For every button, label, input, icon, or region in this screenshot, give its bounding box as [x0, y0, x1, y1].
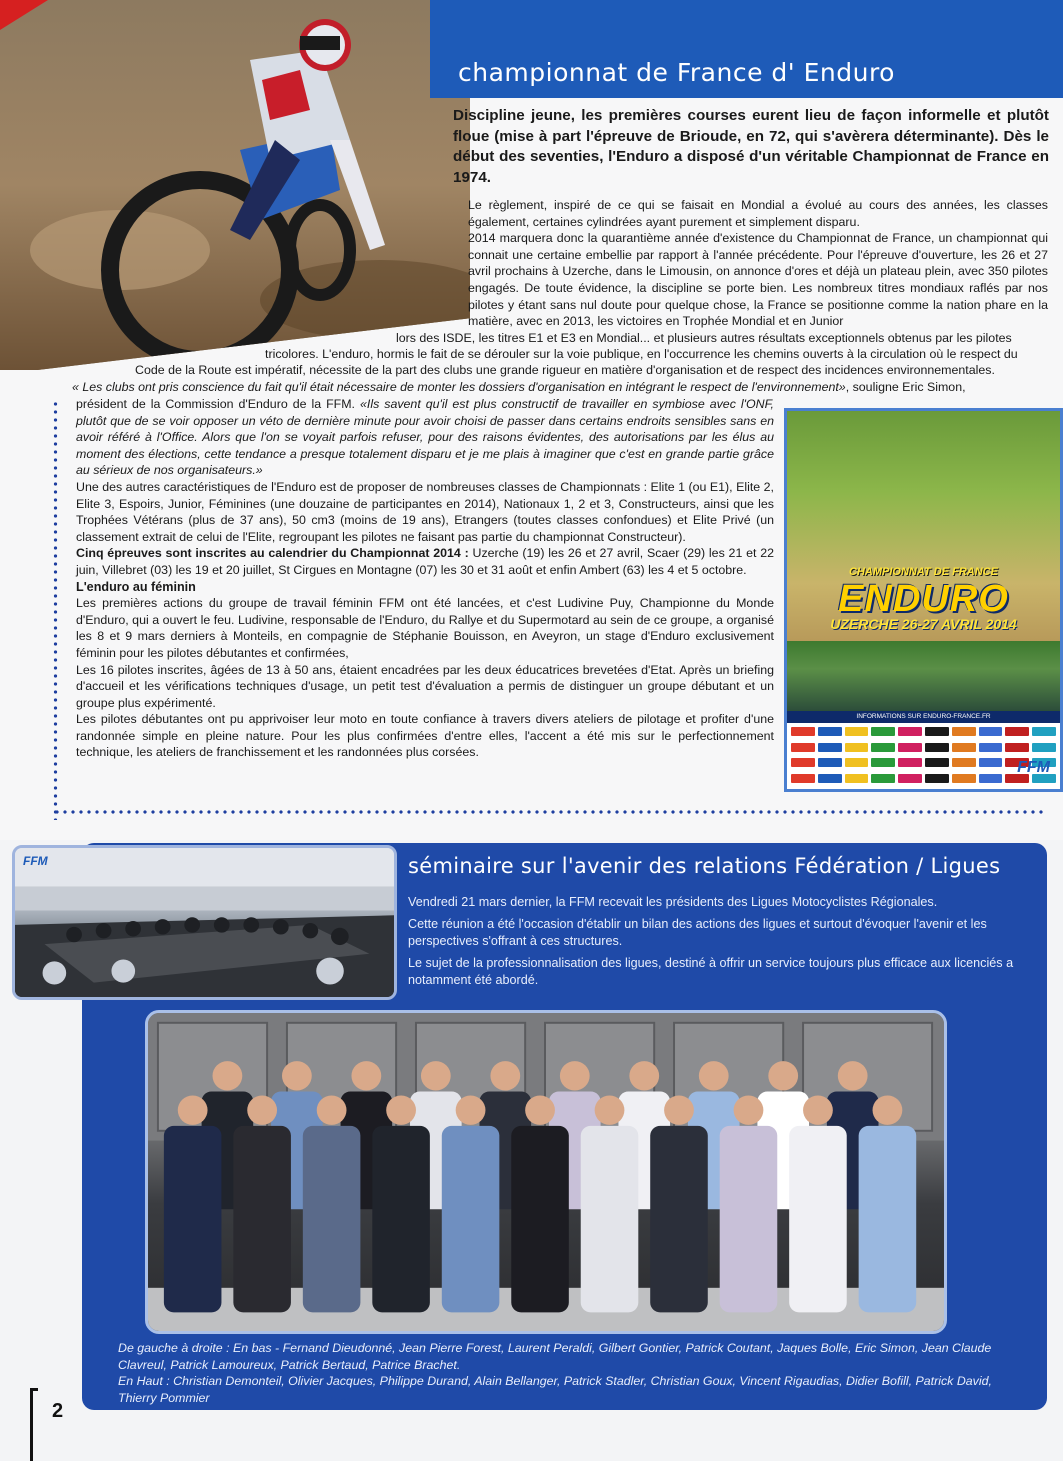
calendar-heading: Cinq épreuves sont inscrites au calendrier du Championnat 2014 : [76, 546, 469, 561]
enduro-poster [784, 408, 1063, 792]
person-head [525, 1095, 555, 1124]
person-head [838, 1061, 868, 1090]
person-head [490, 1061, 520, 1090]
sponsor-logo [1005, 743, 1029, 752]
poster-line2: ENDURO [838, 578, 1009, 620]
sponsor-logo [1032, 727, 1056, 736]
sponsor-logo [845, 774, 869, 783]
para-code-route: Code de la Route est impératif, nécessite de la part des clubs une grande rigueur en matière d'organisation et de respect des incidences environnementales. [135, 363, 995, 377]
sponsor-logo [1032, 743, 1056, 752]
person-body [859, 1126, 917, 1312]
seminaire-p1: Vendredi 21 mars dernier, la FFM recevait les présidents des Ligues Motocyclistes Régionales. [408, 895, 938, 909]
calendar-text: Uzerche (19) les 26 et 27 avril, Scaer (29) les 21 et 22 juin, Villebret (03) les 19 et 20 juillet, St Cirgues en Montagne (07) les 30 et 31 août et enfin Ambert (63) les 4 et 5 octobre. [76, 546, 774, 577]
caption-bottom-row: De gauche à droite : En bas - Fernand Dieudonné, Jean Pierre Forest, Laurent Peraldi, Gilbert Gontier, Patrick Coutant, Jaques Bolle, Eric Simon, Jean Claude Clavreul, Patrick Lamoureux, Patrick Bertaud, Patrice Brachet. [118, 1341, 992, 1372]
enduro-title-band [430, 0, 1063, 98]
sponsor-logo [871, 727, 895, 736]
sponsor-logo [871, 774, 895, 783]
para-reglement: Le règlement, inspiré de ce qui se faisait en Mondial a évolué au cours des années, les classes également, certaines cylindrées ayant purement et simplement disparu. [468, 198, 1048, 229]
enduro-lead [453, 106, 1049, 188]
person-head [456, 1095, 486, 1124]
feminin-para2: Les 16 pilotes inscrites, âgées de 13 à 50 ans, étaient encadrées par les deux éducatrices brevetées d'Etat. Après un briefing d'accueil et les vérifications techniques d'usage, un petit test d'évaluation a permis de distinguer un groupe débutant et un groupe plus expérimenté. [76, 662, 774, 710]
sponsor-logo [979, 758, 1003, 767]
quote-clubs: « Les clubs ont pris conscience du fait qu'il était nécessaire de monter les dossiers d'organisation en intégrant le respect de l'environnement» [72, 380, 846, 394]
sponsor-logo [818, 774, 842, 783]
poster-line3: UZERCHE 26-27 AVRIL 2014 [830, 616, 1017, 632]
sponsor-logo [952, 774, 976, 783]
para-classes: Une des autres caractéristiques de l'Enduro est de proposer de nombreuses classes de Championnats : Elite 1 (ou E1), Elite 2, Elite 3, Espoirs, Junior, Féminines (une douzaine de participantes en 2014), Nationaux 1, 2 et 3, Constructeurs, ainsi que les Trophées Vétérans (plus de 37 ans), 50 cm3 (moins de 19 ans), Etrangers (toutes classes confondues) et Elite Privé (un classement extrait de celui de l'Elite, regroupant les pilotes ne faisant pas partie du championnat Constructeur). [76, 479, 774, 544]
seminaire-p3: Le sujet de la professionnalisation des ligues, destiné à offrir un service toujours plus efficace aux licenciés a notamment été abordé. [408, 956, 1014, 987]
sponsor-logo [898, 758, 922, 767]
person-head [282, 1061, 312, 1090]
sponsor-logo [925, 758, 949, 767]
group-illustration [148, 1013, 944, 1331]
poster-ffm-logo: FFM [1017, 759, 1050, 776]
enduro-para-mid3 [135, 362, 1048, 379]
sponsor-logo [979, 727, 1003, 736]
enduro-para-top [468, 197, 1048, 330]
person-head [421, 1061, 451, 1090]
seminaire-title: séminaire sur l'avenir des relations Fédération / Ligues [408, 854, 1001, 878]
rider-photo [0, 0, 470, 370]
sponsor-logo [898, 743, 922, 752]
sponsor-logo [791, 758, 815, 767]
seminaire-text [408, 894, 1028, 994]
person-body [372, 1126, 430, 1312]
sponsor-logo [791, 727, 815, 736]
sponsor-logo [952, 743, 976, 752]
enduro-title: championnat de France d' Enduro [458, 58, 895, 87]
quote-onf: «Ils savent qu'il est plus constructif de travailler en symbiose avec l'ONF, plutôt que de se voir opposer un véto de dernière minute pour avoir choisi de passer dans certains endroits sensibles sans en avoir référé à l'Office. Alors que l'on se voyait parfois refuser, pour des raisons évidentes, des autorisations par les élus au moment des élections, cette tendance a presque totalement disparu et je me plais à imaginer que c'est en grande partie grâce au sérieux de nos organisateurs.» [76, 397, 774, 478]
person-body [442, 1126, 500, 1312]
person-body [720, 1126, 778, 1312]
sponsor-logo [871, 743, 895, 752]
quote2-intro: président de la Commission d'Enduro de la FFM. [76, 397, 360, 411]
quote-attribution: , souligne Eric Simon, [845, 380, 966, 394]
sponsor-logo [925, 743, 949, 752]
corner-mark [0, 0, 48, 30]
feminin-para3: Les pilotes débutantes ont pu apprivoiser leur moto en toute confiance à travers divers ateliers de pilotage et profiter d'une randonnée simple en pleine nature. Pour les plus confirmées d'entre elles, l'accent a été mis sur le perfectionnement technique, les ateliers de franchissement et les randonnées plus corsées. [76, 712, 774, 760]
sponsor-logo [818, 743, 842, 752]
sponsor-logo [952, 727, 976, 736]
sponsor-logo [845, 743, 869, 752]
person-head [768, 1061, 798, 1090]
person-body [789, 1126, 847, 1312]
sponsor-logo [898, 727, 922, 736]
person-body [164, 1126, 222, 1312]
para-isde: lors des ISDE, les titres E1 et E3 en Mondial... et plusieurs autres résultats exceptionnels obtenus par les pilotes [396, 331, 1012, 345]
page-bracket [30, 1388, 38, 1461]
person-head [803, 1095, 833, 1124]
sponsor-logo [1005, 727, 1029, 736]
para-2014: 2014 marquera donc la quarantième année d'existence du Championnat de France, un championnat qui connait une certaine embellie par rapport à l'année précédente. Pour l'épreuve d'ouverture, les 26 et 27 avril prochains à Uzerche, dans le Limousin, on annonce d'ores et déjà un plateau plein, avec 350 pilotes engagés. De toute évidence, la discipline se porte bien. Les nombreux titres mondiaux raflés par nos pilotes y étant sans nul doute pour quelque chose, la France se positionne comme la nation phare en la matière, avec en 2013, les victoires en Trophée Mondial et en Junior [468, 231, 1048, 329]
enduro-para-quote [72, 379, 1048, 396]
person-head [178, 1095, 208, 1124]
sponsor-logo [925, 774, 949, 783]
sponsor-logo [791, 743, 815, 752]
enduro-para-mid2 [265, 346, 1048, 363]
meeting-illustration [15, 848, 394, 997]
poster-info: INFORMATIONS SUR ENDURO-FRANCE.FR [787, 711, 1060, 723]
person-body [511, 1126, 569, 1312]
person-head [351, 1061, 381, 1090]
sponsor-logo [871, 758, 895, 767]
person-body [303, 1126, 361, 1312]
para-tricolores: tricolores. L'enduro, hormis le fait de se dérouler sur la voie publique, en l'occurrence les chemins ouverts à la circulation où le respect du [265, 347, 1018, 361]
seminaire-p2: Cette réunion a été l'occasion d'établir un bilan des actions des ligues et surtout d'évoquer l'avenir et les perspectives s'offrant à ces structures. [408, 917, 987, 948]
meeting-photo [12, 845, 397, 1000]
person-head [560, 1061, 590, 1090]
enduro-left-column [76, 396, 774, 761]
feminin-heading: L'enduro au féminin [76, 579, 196, 594]
person-head [595, 1095, 625, 1124]
dotted-border-vertical [53, 400, 58, 820]
person-body [650, 1126, 708, 1312]
poster-line1: CHAMPIONNAT DE FRANCE [849, 566, 998, 578]
rider-illustration [0, 0, 470, 370]
sponsor-logo [818, 727, 842, 736]
sponsor-logo [818, 758, 842, 767]
sponsor-logo [925, 727, 949, 736]
group-caption [118, 1340, 1018, 1406]
poster-crowd-image [787, 641, 1060, 711]
person-head [213, 1061, 243, 1090]
sponsor-logo [845, 727, 869, 736]
sponsor-logo [898, 774, 922, 783]
meeting-ffm-logo: FFM [23, 854, 48, 868]
person-head [734, 1095, 764, 1124]
sponsor-logo [979, 774, 1003, 783]
caption-top-row: En Haut : Christian Demonteil, Olivier Jacques, Philippe Durand, Alain Bellanger, Patrick Stadler, Christian Goux, Vincent Rigaudias, Didier Bofill, Patrick David, Thierry Pommier [118, 1374, 992, 1405]
lead-paragraph: Discipline jeune, les premières courses eurent lieu de façon informelle et plutôt floue (mise à part l'épreuve de Brioude, en 72, qui s'avèrera déterminante). Dès le début des seventies, l'Enduro a disposé d'un véritable Championnat de France en 1974. [453, 107, 1049, 186]
person-head [317, 1095, 347, 1124]
person-head [247, 1095, 277, 1124]
person-head [873, 1095, 903, 1124]
person-head [699, 1061, 729, 1090]
page-number: 2 [52, 1400, 64, 1422]
enduro-para-mid1 [396, 330, 1048, 347]
dotted-border-horizontal [53, 809, 1043, 815]
sponsor-logo [952, 758, 976, 767]
person-head [664, 1095, 694, 1124]
person-head [629, 1061, 659, 1090]
sponsor-logo [791, 774, 815, 783]
person-body [581, 1126, 639, 1312]
person-body [233, 1126, 291, 1312]
sponsor-logo [845, 758, 869, 767]
feminin-para1: Les premières actions du groupe de travail féminin FFM ont été lancées, et c'est Ludivine Puy, Championne du Monde d'Enduro, qui a ouvert le feu. Ludivine, responsable de l'Enduro, du Rallye et du Supermotard au sein de ce groupe, a organisé les 8 et 9 mars derniers à Monteils, en compagnie de Stéphanie Bouisson, en Aveyron, un stage d'Enduro exclusivement féminin pour les pilotes débutantes et confirmées, [76, 596, 774, 660]
group-photo [145, 1010, 947, 1334]
person-head [386, 1095, 416, 1124]
sponsor-logo [979, 743, 1003, 752]
